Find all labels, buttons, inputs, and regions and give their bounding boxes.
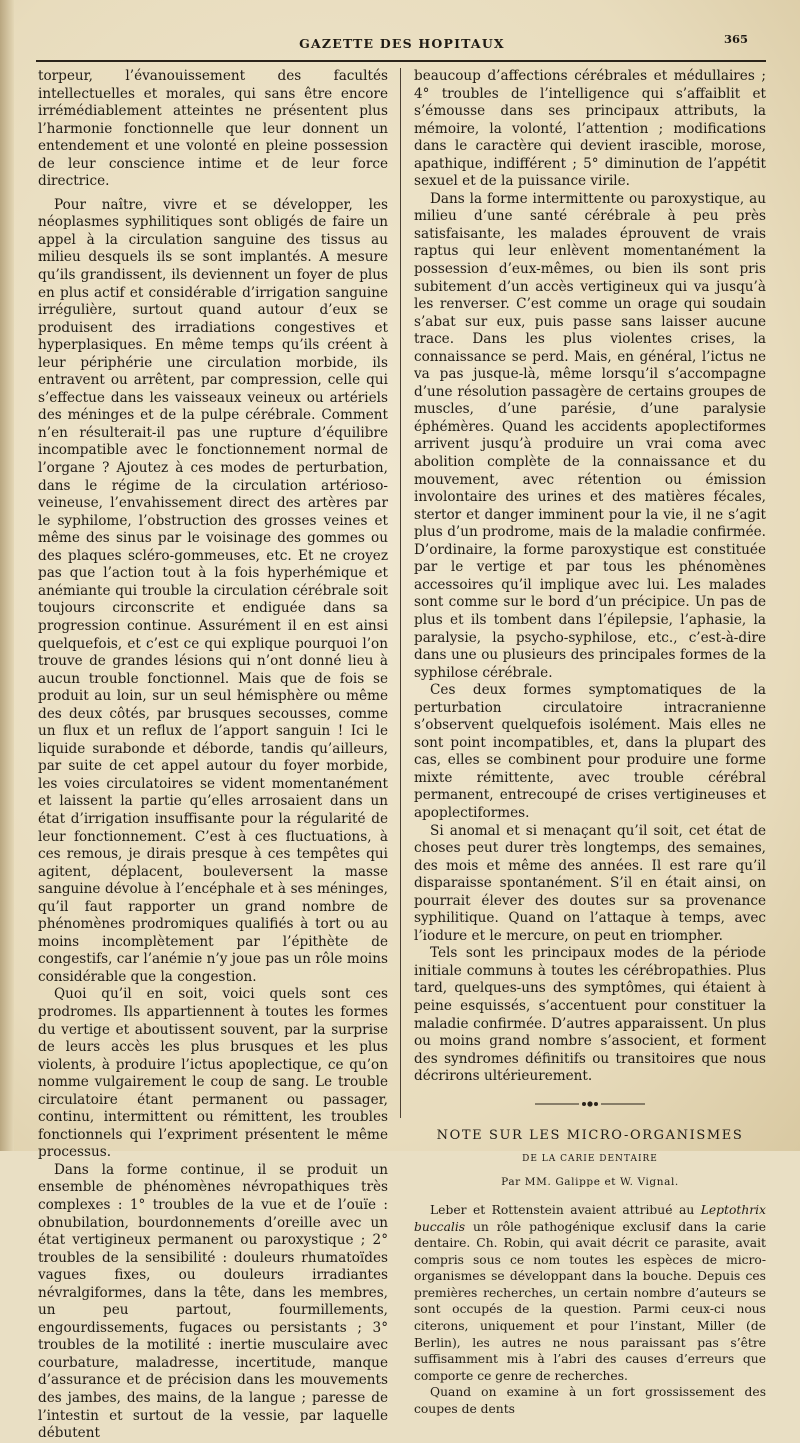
- paragraph: Ces deux formes symptomatiques de la perturbation circulatoire intracranienne s’observent quelquefois isolément. Mais elles ne sont point incompatibles, et, dans la plupart des cas, elles se combinent pour produire une forme mixte rémittente, avec trouble cérébral permanent, entrecoupé de crises vertigineuses et apoplectiformes.: [414, 682, 766, 821]
- paragraph: beaucoup d’affections cérébrales et médullaires ; 4° troubles de l’intelligence qui s’affaiblit et s’émousse dans ses principaux attributs, la mémoire, la volonté, l’attention ; modifications dans le caractère qui devient irascible, morose, apathique, indifférent ; 5° diminution de l’appétit sexuel et de la puissance virile.: [414, 68, 766, 190]
- article-paragraph: Quand on examine à un fort grossissement des coupes de dents: [414, 1385, 766, 1417]
- paragraph: Tels sont les principaux modes de la période initiale communs à toutes les cérébropathies. Plus tard, quelques-uns des symptômes, qui étaient à peine esquissés, s’accentuent pour constituer la maladie confirmée. D’autres apparaissent. Un plus ou moins grand nombre s’associent, et forment des syndromes définitifs ou transitoires que nous décrirons ultérieurement.: [414, 945, 766, 1085]
- article-text: un rôle pathogénique exclusif dans la carie dentaire. Ch. Robin, qui avait décrit ce parasite, avait compris sous ce nom toutes les espèces de micro-organismes se développant dans la bouche. Depuis ces premières recherches, un certain nombre d’auteurs se sont occupés de la question. Parmi ceux-ci nous citerons, uniquement et pour l’instant, Miller (de Berlin), les autres ne nous paraissant pas s’être suffisamment mis à l’abri des causes d’erreurs que comporte ce genre de recherches.: [414, 1219, 766, 1383]
- section-ornament: [414, 1096, 766, 1114]
- paragraph: Dans la forme continue, il se produit un ensemble de phénomènes névropathiques très complexes : 1° troubles de la vue et de l’ouïe : obnubilation, bourdonnements d’oreille avec un état vertigineux permanent ou paroxystique ; 2° troubles de la sensibilité : douleurs rhumatoïdes vagues fixes, ou douleurs irradiantes névralgiformes, dans la tête, dans les membres, un peu partout, fourmillements, engourdissements, fugaces ou persistants ; 3° troubles de la motilité : inertie musculaire avec courbature, maladresse, incertitude, manque d’assurance et de précision dans les mouvements des jambes, des mains, de la langue ; paresse de l’intestin et surtout de la vessie, par laquelle débutent: [38, 1161, 388, 1442]
- article-paragraph: [414, 1202, 766, 1385]
- paragraph: torpeur, l’évanouissement des facultés intellectuelles et morales, qui sans être encore irrémédiablement atteintes ne présentent plus l’harmonie fonctionnelle que leur donnent un entendement et une volonté en pleine possession de leur conscience intime et de leur force directrice.: [38, 68, 388, 190]
- right-column: [414, 68, 766, 1418]
- ornamental-rule-icon: [535, 1100, 645, 1108]
- article-byline: Par MM. Galippe et W. Vignal.: [501, 1176, 679, 1189]
- paragraph: Dans la forme intermittente ou paroxystique, au milieu d’une santé cérébrale à peu près satisfaisante, les malades éprouvent de vrais raptus qui leur enlèvent momentanément la possession d’eux-mêmes, ou bien ils sont pris subitement d’un accès vertigineux qui va jusqu’à les renverser. C’est comme un orage qui soudain s’abat sur eux, puis passe sans laisser aucune trace. Dans les plus violentes crises, la connaissance se perd. Mais, en général, l’ictus ne va pas jusque-là, même lorsqu’il s’accompagne d’une résolution passagère de certains groupes de muscles, d’une parésie, d’une paralysie éphémères. Quand les accidents apoplectiformes arrivent jusqu’à produire un vrai coma avec abolition complète de la connaissance et du mouvement, avec rétention ou émission involontaire des urines et des matières fécales, stertor et danger imminent pour la vie, il ne s’agit plus d’un prodrome, mais de la maladie confirmée. D’ordinaire, la forme paroxystique est constituée par le vertige et par tous les phénomènes accessoires qu’il implique avec lui. Les malades sont comme sur le bord d’un précipice. Un pas de plus et ils tombent dans l’épilepsie, l’aphasie, la paralysie, la psycho-syphilose, etc., c’est-à-dire dans une ou plusieurs des principales formes de la syphilose cérébrale.: [414, 190, 766, 681]
- column-divider: [400, 68, 401, 1118]
- species-name: Leptothrix buccalis: [414, 1202, 766, 1234]
- article-title: NOTE SUR LES MICRO-ORGANISMES: [436, 1128, 744, 1144]
- article-subtitle: DE LA CARIE DENTAIRE: [522, 1153, 658, 1164]
- article-text: Leber et Rottenstein avaient attribué au: [430, 1202, 701, 1217]
- left-column: [38, 68, 388, 1443]
- paragraph: Si anomal et si menaçant qu’il soit, cet état de choses peut durer très longtemps, des semaines, des mois et même des années. Il est rare qu’il disparaisse spontanément. S’il en était ainsi, on pourrait élever des doutes sur sa provenance syphilitique. Quand on l’attaque à temps, avec l’iodure et le mercure, on peut en triompher.: [414, 822, 766, 944]
- page-header: [34, 30, 770, 56]
- header-rule: [36, 60, 766, 62]
- paragraph: Quoi qu’il en soit, voici quels sont ces prodromes. Ils appartiennent à toutes les formes du vertige et aboutissent souvent, par la surprise de leurs accès les plus brusques et les plus violents, à produire l’ictus apoplectique, ce qu’on nomme vulgairement le coup de sang. Le trouble circulatoire étant permanent ou passager, continu, intermittent ou rémittent, les troubles fonctionnels qui l’expriment présentent le même processus.: [38, 986, 388, 1161]
- paragraph: Pour naître, vivre et se développer, les néoplasmes syphilitiques sont obligés de faire un appel à la circulation sanguine des tissus au milieu desquels ils se sont implantés. A mesure qu’ils grandissent, ils deviennent un foyer de plus en plus actif et considérable d’irrigation sanguine irrégulière, surtout quand autour d’eux se produisent des irradiations congestives et hyperplasiques. En même temps qu’ils créent à leur périphérie une circulation morbide, ils entravent ou arrêtent, par compression, celle qui s’effectue dans les vaisseaux veineux ou artériels des méninges et de la pulpe cérébrale. Comment n’en résulterait-il pas une rupture d’équilibre incompatible avec le fonctionnement normal de l’organe ? Ajoutez à ces modes de perturbation, dans le régime de la circulation artérioso-veineuse, l’envahissement direct des artères par le syphilome, l’obstruction des grosses veines et même des sinus par le voisinage des gommes ou des plaques scléro-gommeuses, etc. Et ne croyez pas que l’action tout à la fois hyperhémique et anémiante qui trouble la circulation cérébrale soit toujours circonscrite et endiguée dans sa progression continue. Assurément il en est ainsi quelquefois, et c’est ce qui explique pourquoi l’on trouve de grandes lésions qui n’ont donné lieu à aucun trouble fonctionnel. Mais que de fois se produit au loin, sur un seul hémisphère ou même des deux côtés, par brusques secousses, comme un flux et un reflux de l’apport sanguin ! Ici le liquide surabonde et déborde, tandis qu’ailleurs, par suite de cet appel autour du foyer morbide, les voies circulatoires se vident momentanément et laissent la partie qu’elles arrosaient dans un état d’irrigation insuffisante pour la régularité de leur fonctionnement. C’est à ces fluctuations, à ces remous, je dirais presque à ces tempêtes qui agitent, déplacent, bouleversent la masse sanguine dévolue à l’encéphale et à ses méninges, qu’il faut rapporter un grand nombre de phénomènes prodromiques qualifiés à tort ou au moins incomplètement par l’épithète de congestifs, car l’anémie n’y joue pas un rôle moins considérable que la congestion.: [38, 196, 388, 985]
- page-spine-shadow: [0, 0, 14, 1151]
- running-title: GAZETTE DES HOPITAUX: [299, 36, 505, 51]
- page-number: 365: [723, 32, 748, 46]
